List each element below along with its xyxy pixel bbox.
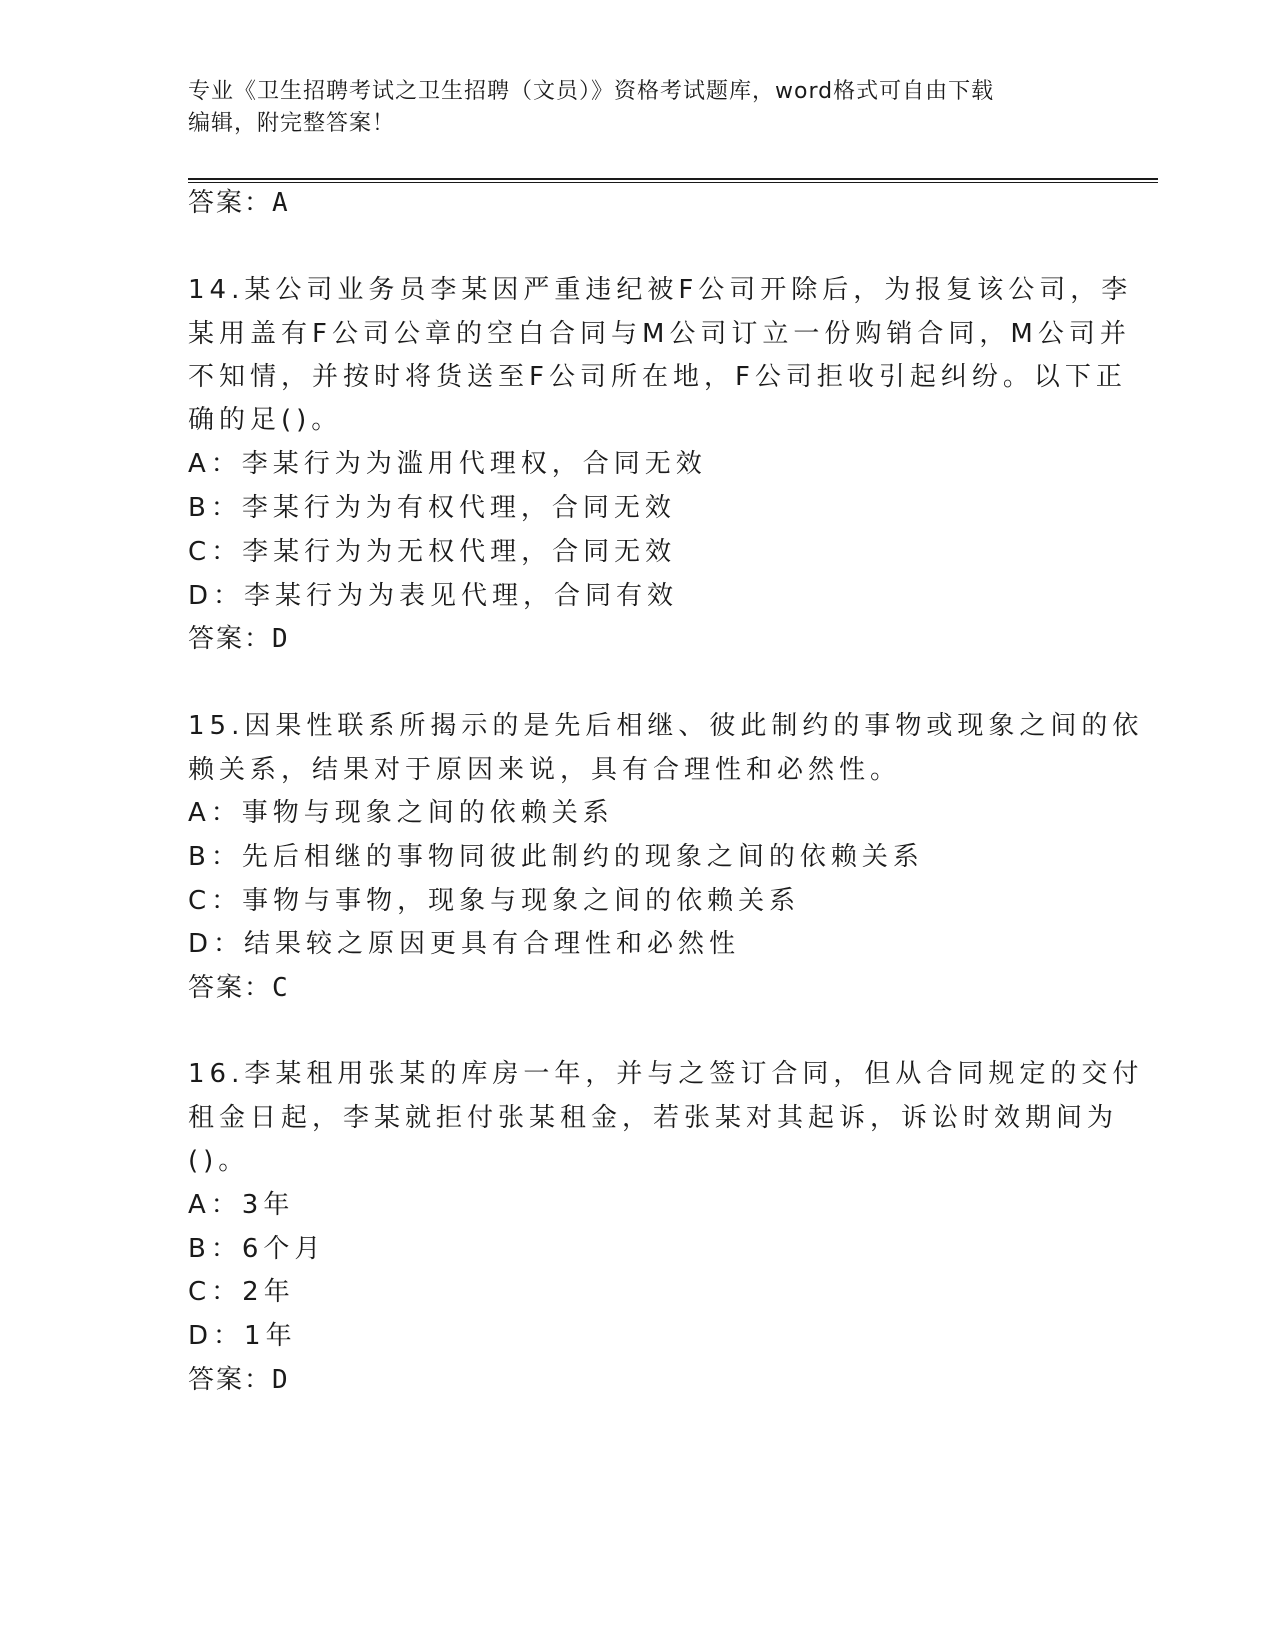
question-stem-line: 确的足()。 <box>188 405 343 435</box>
option-a: A：3年 <box>188 1190 295 1220</box>
option-d: D：结果较之原因更具有合理性和必然性 <box>188 929 741 959</box>
answer-line <box>188 622 290 656</box>
option-c: C：2年 <box>188 1277 295 1307</box>
answer-line <box>188 1363 290 1397</box>
option-c: C：事物与事物，现象与现象之间的依赖关系 <box>188 886 801 916</box>
answer-value: A <box>272 188 290 218</box>
option-d: D：1年 <box>188 1321 297 1351</box>
answer-line <box>188 971 290 1005</box>
option-a: A：事物与现象之间的依赖关系 <box>188 798 614 828</box>
question-stem-line: 租金日起，李某就拒付张某租金，若张某对其起诉，诉讼时效期间为 <box>188 1103 1119 1133</box>
question-stem-line: 某用盖有F公司公章的空白合同与M公司订立一份购销合同，M公司并 <box>188 319 1131 349</box>
document-header <box>188 76 1068 140</box>
question-stem-line: 赖关系，结果对于原因来说，具有合理性和必然性。 <box>188 755 902 785</box>
question-stem-line: 16.李某租用张某的库房一年，并与之签订合同，但从合同规定的交付 <box>188 1059 1144 1089</box>
question-stem-line: 不知情，并按时将货送至F公司所在地，F公司拒收引起纠纷。以下正 <box>188 362 1127 392</box>
header-line-1: 专业《卫生招聘考试之卫生招聘（文员）》资格考试题库，word格式可自由下载 <box>188 79 995 104</box>
option-d: D：李某行为为表见代理，合同有效 <box>188 581 679 611</box>
answer-value: C <box>272 973 290 1003</box>
option-b: B：先后相继的事物同彼此制约的现象之间的依赖关系 <box>188 842 924 872</box>
answer-label: 答案： <box>188 624 273 654</box>
answer-value: D <box>272 624 290 654</box>
option-c: C：李某行为为无权代理，合同无效 <box>188 537 677 567</box>
answer-line <box>188 186 290 220</box>
answer-label: 答案： <box>188 188 273 218</box>
answer-label: 答案： <box>188 1365 273 1395</box>
question-stem-line: 15.因果性联系所揭示的是先后相继、彼此制约的事物或现象之间的依 <box>188 711 1144 741</box>
question-stem-line: ()。 <box>188 1146 250 1176</box>
header-line-2: 编辑，附完整答案！ <box>188 111 396 136</box>
question-stem-line: 14.某公司业务员李某因严重违纪被F公司开除后，为报复该公司，李 <box>188 275 1133 305</box>
option-a: A：李某行为为滥用代理权，合同无效 <box>188 449 707 479</box>
option-b: B：6个月 <box>188 1234 326 1264</box>
answer-label: 答案： <box>188 973 273 1003</box>
answer-value: D <box>272 1365 290 1395</box>
header-divider <box>188 178 1158 183</box>
option-b: B：李某行为为有权代理，合同无效 <box>188 493 676 523</box>
